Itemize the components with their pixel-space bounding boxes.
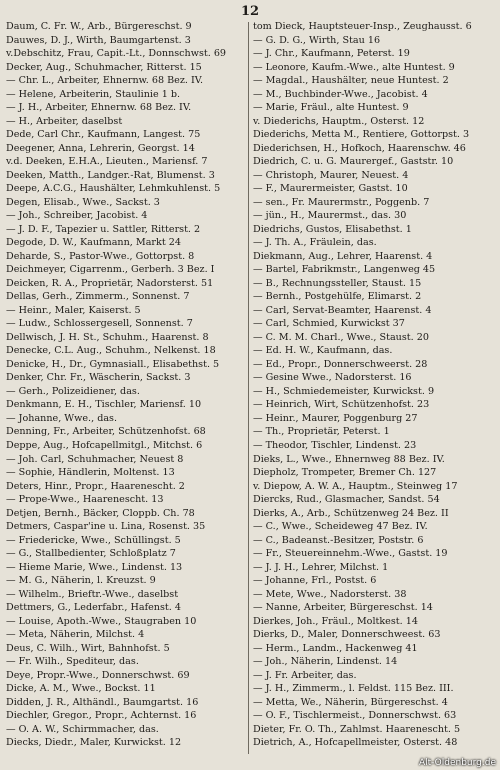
directory-entry: — Magdal., Haushälter, neue Huntest. 2: [253, 75, 449, 87]
directory-entry: — G. D. G., Wirth, Stau 16: [253, 34, 381, 46]
directory-entry: Deepe, A.C.G., Haushälter, Lehmkuhlenst. 5: [6, 183, 221, 195]
directory-entry: — Leonore, Kaufm.-Wwe., alte Huntest. 9: [253, 61, 455, 73]
directory-entry: — O. F., Tischlermeist., Donnerschwst. 63: [253, 710, 457, 722]
directory-entry: — Helene, Arbeiterin, Staulinie 1 b.: [6, 88, 181, 100]
directory-entry: — jün., H., Maurermst., das. 30: [253, 210, 407, 222]
directory-entry: — H., Arbeiter, daselbst: [6, 115, 123, 127]
directory-entry: Dierks, A., Arb., Schützenweg 24 Bez. II: [253, 507, 449, 519]
directory-entry: Diecks, Diedr., Maler, Kurwickst. 12: [6, 737, 182, 749]
directory-entry: — H., Schmiedemeister, Kurwickst. 9: [253, 385, 435, 397]
directory-entry: — Wilhelm., Brieftr.-Wwe., daselbst: [6, 588, 179, 600]
directory-entry: — Heinrich, Wirt, Schützenhofst. 23: [253, 399, 430, 411]
directory-entry: Denker, Chr. Fr., Wäscherin, Sackst. 3: [6, 372, 191, 384]
directory-entry: — Fr., Steuereinnehm.-Wwe., Gastst. 19: [253, 548, 448, 560]
directory-entry: — Ed., Propr., Donnerschweerst. 28: [253, 358, 428, 370]
directory-entry: — Johanne, Frl., Postst. 6: [253, 575, 377, 587]
directory-entry: — C., Wwe., Scheideweg 47 Bez. IV.: [253, 521, 428, 533]
directory-entry: Dettmers, G., Lederfabr., Hafenst. 4: [6, 602, 181, 614]
directory-entry: — M., Buchbinder-Wwe., Jacobist. 4: [253, 88, 428, 100]
page-number: 12: [240, 4, 260, 19]
directory-entry: — Chr. L., Arbeiter, Ehnernw. 68 Bez. IV.: [6, 75, 204, 87]
directory-entry: — Louise, Apoth.-Wwe., Staugraben 10: [6, 615, 197, 627]
directory-entry: Daum, C. Fr. W., Arb., Bürgereschst. 9: [6, 21, 192, 32]
directory-entry: Diederichsen, H., Hofkoch, Haarenschw. 46: [253, 142, 466, 154]
directory-entry: — Nanne, Arbeiter, Bürgereschst. 14: [253, 602, 433, 614]
directory-entry: v.Debschitz, Frau, Capit.-Lt., Donnschwst. 69: [6, 48, 227, 60]
directory-entry: Dauwes, D. J., Wirth, Baumgartenst. 3: [6, 34, 191, 46]
directory-entry: — Fr. Wilh., Spediteur, das.: [6, 656, 139, 668]
directory-entry: — sen., Fr. Maurermstr., Poggenb. 7: [253, 196, 430, 208]
directory-entry: Diekmann, Aug., Lehrer, Haarenst. 4: [253, 250, 433, 262]
directory-entry: — Gerh., Polizeidiener, das.: [6, 385, 140, 397]
directory-entry: Diederichs, Metta M., Rentiere, Gottorpst. 3: [253, 129, 470, 141]
directory-entry: Deichmeyer, Cigarrenm., Gerberh. 3 Bez. I: [6, 264, 215, 276]
directory-entry: Diedrichs, Gustos, Elisabethst. 1: [253, 223, 412, 235]
directory-entry: — J. H., Arbeiter, Ehnernw. 68 Bez. IV.: [6, 102, 192, 114]
directory-entry: — Hieme Marie, Wwe., Lindenst. 13: [6, 561, 183, 573]
directory-entry: — J. H., Zimmerm., l. Feldst. 115 Bez. III.: [253, 683, 454, 695]
directory-entry: Dieks, L., Wwe., Ehnernweg 88 Bez. IV.: [253, 453, 445, 465]
directory-entry: Deeken, Matth., Landger.-Rat, Blumenst. 3: [6, 169, 215, 181]
directory-entry: Deegener, Anna, Lehrerin, Georgst. 14: [6, 142, 195, 154]
directory-entry: — J. Fr. Arbeiter, das.: [253, 669, 357, 681]
directory-entry: Deters, Hinr., Propr., Haarenescht. 2: [6, 480, 185, 492]
directory-entry: Diechler, Gregor., Propr., Achternst. 16: [6, 710, 197, 722]
directory-entry: Dellas, Gerh., Zimmerm., Sonnenst. 7: [6, 291, 190, 303]
directory-entry: — Theodor, Tischler, Lindenst. 23: [253, 439, 417, 451]
directory-entry: Denicke, H., Dr., Gymnasiall., Elisabethst. 5: [6, 358, 220, 370]
directory-entry: Dellwisch, J. H. St., Schuhm., Haarenst. 8: [6, 331, 209, 343]
directory-entry: — F., Maurermeister, Gastst. 10: [253, 183, 408, 195]
directory-entry: Dieter, Fr. O. Th., Zahlmst. Haarenescht. 5: [253, 723, 461, 735]
directory-entry: — Heinr., Maurer, Poggenburg 27: [253, 412, 418, 424]
directory-entry: Detmers, Caspar'ine u. Lina, Rosenst. 35: [6, 521, 206, 533]
directory-entry: — Friedericke, Wwe., Schüllingst. 5: [6, 534, 181, 546]
directory-entry: — Johanne, Wwe., das.: [6, 412, 118, 424]
directory-entry: — Joh. Carl, Schuhmacher, Neuest 8: [6, 453, 184, 465]
directory-entry: Diepholz, Trompeter, Bremer Ch. 127: [253, 467, 437, 479]
directory-entry: v. Diederichs, Hauptm., Osterst. 12: [253, 115, 425, 127]
directory-entry: — C., Badeanst.-Besitzer, Poststr. 6: [253, 534, 424, 546]
directory-entry: Deharde, S., Pastor-Wwe., Gottorpst. 8: [6, 250, 195, 262]
directory-entry: Deicken, R. A., Proprietär, Nadorsterst. 51: [6, 277, 214, 289]
directory-entry: Decker, Aug., Schuhmacher, Ritterst. 15: [6, 61, 202, 73]
directory-entry: Degen, Elisab., Wwe., Sackst. 3: [6, 196, 160, 208]
directory-entry: — Joh., Näherin, Lindenst. 14: [253, 656, 398, 668]
directory-entry: v.d. Deeken, E.H.A., Lieuten., Mariensf. 7: [6, 156, 208, 168]
directory-entry: — Carl, Schmied, Kurwickst 37: [253, 318, 405, 330]
directory-entry: Dietrich, A., Hofcapellmeister, Osterst. 48: [253, 737, 458, 749]
directory-entry: — G., Stallbedienter, Schloßplatz 7: [6, 548, 176, 560]
directory-entry: Dierkes, Joh., Fräul., Moltkest. 14: [253, 615, 418, 627]
directory-entry: — Bernh., Postgehülfe, Elimarst. 2: [253, 291, 422, 303]
directory-entry: — Th., Proprietär, Peterst. 1: [253, 426, 390, 438]
right-column: [253, 20, 495, 750]
directory-entry: — Carl, Servat-Beamter, Haarenst. 4: [253, 304, 432, 316]
directory-entry: — Meta, Näherin, Milchst. 4: [6, 629, 145, 641]
directory-entry: — M. G., Näherin, l. Kreuzst. 9: [6, 575, 156, 587]
directory-entry: Deppe, Aug., Hofcapellmitgl., Mitchst. 6: [6, 439, 203, 451]
directory-entry: — J. Th. A., Fräulein, das.: [253, 237, 377, 249]
directory-entry: — C. M. M. Charl., Wwe., Staust. 20: [253, 331, 429, 343]
directory-entry: Denkmann, E. H., Tischler, Mariensf. 10: [6, 399, 202, 411]
directory-entry: — Ed. H. W., Kaufmann, das.: [253, 345, 393, 357]
directory-entry: Diedrich, C. u. G. Maurergef., Gaststr. 10: [253, 156, 454, 168]
directory-entry: Dicke, A. M., Wwe., Bockst. 11: [6, 683, 156, 695]
directory-entry: — Bartel, Fabrikmstr., Langenweg 45: [253, 264, 436, 276]
directory-entry: — Marie, Fräul., alte Huntest. 9: [253, 102, 409, 114]
directory-entry: — Sophie, Händlerin, Moltenst. 13: [6, 467, 175, 479]
directory-entry: Deye, Propr.-Wwe., Donnerschwst. 69: [6, 669, 190, 681]
directory-entry: Degode, D. W., Kaufmann, Markt 24: [6, 237, 181, 249]
directory-entry: Diercks, Rud., Glasmacher, Sandst. 54: [253, 494, 440, 506]
directory-entry: tom Dieck, Hauptsteuer-Insp., Zeughausst. 6: [253, 21, 472, 32]
left-column: [6, 20, 246, 750]
directory-entry: — O. A. W., Schirmmacher, das.: [6, 723, 159, 735]
directory-entry: — Christoph, Maurer, Neuest. 4: [253, 169, 409, 181]
directory-entry: — B., Rechnungssteller, Staust. 15: [253, 277, 422, 289]
directory-entry: Dierks, D., Maler, Donnerschweest. 63: [253, 629, 441, 641]
directory-entry: — Ludw., Schlossergesell, Sonnenst. 7: [6, 318, 193, 330]
directory-entry: — Prope-Wwe., Haarenescht. 13: [6, 494, 164, 506]
directory-entry: Detjen, Bernh., Bäcker, Cloppb. Ch. 78: [6, 507, 195, 519]
directory-entry: — J. D. F., Tapezier u. Sattler, Ritterst. 2: [6, 223, 201, 235]
directory-entry: — Mete, Wwe., Nadorsterst. 38: [253, 588, 407, 600]
directory-entry: Deus, C. Wilh., Wirt, Bahnhofst. 5: [6, 642, 170, 654]
directory-entry: — J. J. H., Lehrer, Milchst. 1: [253, 561, 389, 573]
directory-entry: Dede, Carl Chr., Kaufmann, Langest. 75: [6, 129, 201, 141]
directory-entry: — J. Chr., Kaufmann, Peterst. 19: [253, 48, 410, 60]
directory-entry: — Metta, We., Näherin, Bürgereschst. 4: [253, 696, 448, 708]
column-divider: [248, 22, 249, 754]
directory-entry: Denning, Fr., Arbeiter, Schützenhofst. 68: [6, 426, 206, 438]
directory-entry: — Heinr., Maler, Kaiserst. 5: [6, 304, 141, 316]
watermark: Alt-Oldenburg.de: [418, 758, 496, 768]
directory-entry: — Joh., Schreiber, Jacobist. 4: [6, 210, 148, 222]
directory-entry: v. Diepow, A. W. A., Hauptm., Steinweg 17: [253, 480, 458, 492]
directory-entry: — Herm., Landm., Hackenweg 41: [253, 642, 418, 654]
directory-entry: Denecke, C.L. Aug., Schuhm., Nelkenst. 18: [6, 345, 216, 357]
directory-entry: — Gesine Wwe., Nadorsterst. 16: [253, 372, 412, 384]
directory-entry: Didden, J. R., Althändl., Baumgartst. 16: [6, 696, 199, 708]
